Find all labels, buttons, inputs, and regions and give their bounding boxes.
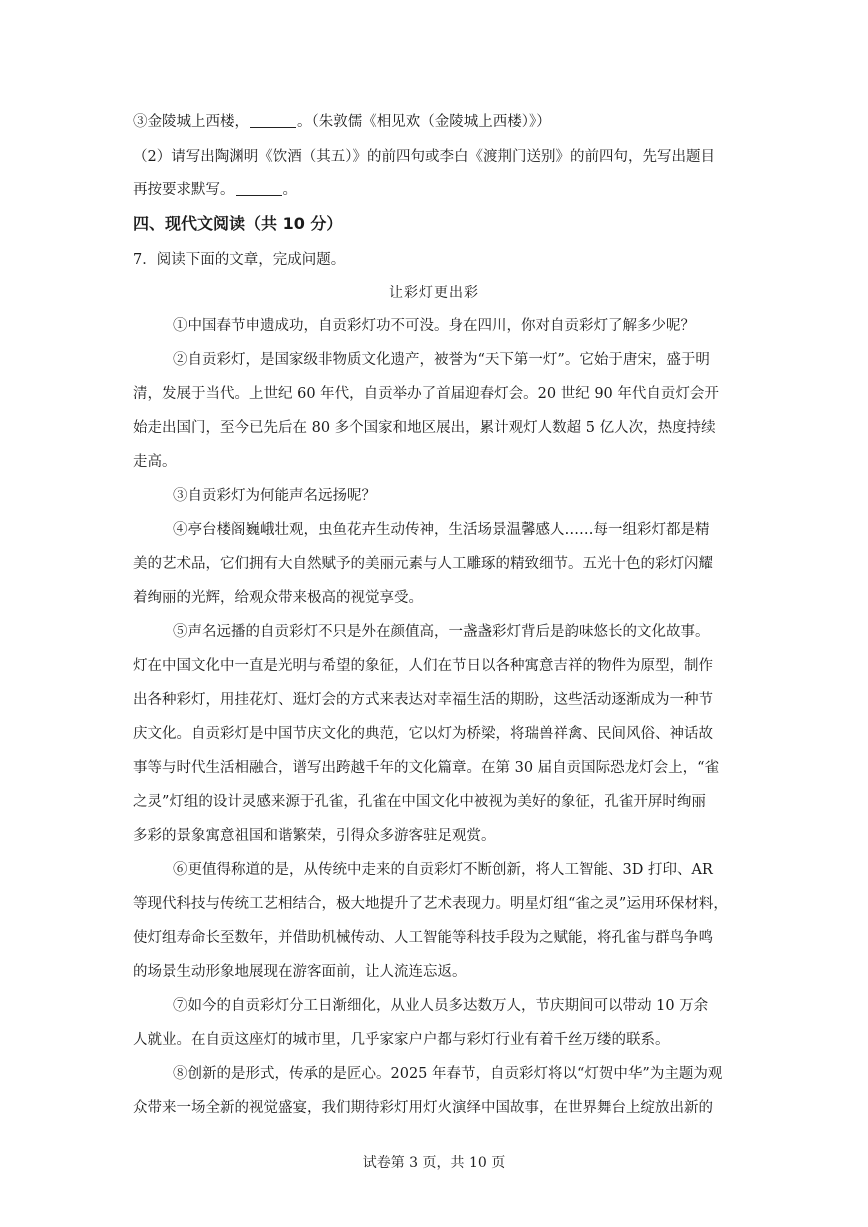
question-2-line-1: （2）请写出陶渊明《饮酒（其五）》的前四句或李白《渡荆门送别》的前四句，先写出题目 (133, 149, 715, 165)
article-line: 事等与时代生活相融合，谱写出跨越千年的文化篇章。在第 30 届自贡国际恐龙灯会上，“雀 (133, 760, 720, 776)
article-line: 使灯组寿命长至数年，并借助机械传动、人工智能等科技手段为之赋能，将孔雀与群鸟争鸣 (133, 930, 713, 946)
page-footer: 试卷第 3 页，共 10 页 (362, 1155, 506, 1171)
article-line: ⑧创新的是形式，传承的是匠心。2025 年春节，自贡彩灯将以“灯贺中华”为主题为观 (173, 1066, 723, 1082)
article-line: ④亭台楼阁巍峨壮观，虫鱼花卉生动传神，生活场景温馨感人……每一组彩灯都是精 (173, 522, 710, 538)
question-3-prefix: ③金陵城上西楼， (133, 114, 249, 130)
article-line: 出各种彩灯，用挂花灯、逛灯会的方式来表达对幸福生活的期盼，这些活动逐渐成为一种节 (133, 692, 713, 708)
article-line: ②自贡彩灯，是国家级非物质文化遗产，被誉为“天下第一灯”。它始于唐宋，盛于明 (173, 352, 710, 368)
question-7-prompt: 7．阅读下面的文章，完成问题。 (133, 252, 346, 268)
article-line: 走高。 (133, 454, 177, 470)
article-line: 庆文化。自贡彩灯是中国节庆文化的典范，它以灯为桥梁，将瑞兽祥禽、民间风俗、神话故 (133, 726, 713, 742)
article-line: ①中国春节申遗成功，自贡彩灯功不可没。身在四川，你对自贡彩灯了解多少呢？ (173, 318, 695, 334)
section-title: 四、现代文阅读（共 10 分） (133, 214, 343, 233)
article-line: 清，发展于当代。上世纪 60 年代，自贡举办了首届迎春灯会。20 世纪 90 年代自贡灯会开 (133, 386, 719, 402)
article-line: 等现代科技与传统工艺相结合，极大地提升了艺术表现力。明星灯组“雀之灵”运用环保材料， (133, 896, 728, 912)
article-title: 让彩灯更出彩 (389, 285, 479, 301)
article-line: ③自贡彩灯为何能声名远扬呢？ (173, 488, 376, 504)
question-3-suffix: 。（朱敦儒《相见欢（金陵城上西楼）》） (297, 114, 551, 130)
question-2-prefix: 再按要求默写。 (133, 182, 235, 198)
article-line: 人就业。在自贡这座灯的城市里，几乎家家户户都与彩灯行业有着千丝万缕的联系。 (133, 1032, 670, 1048)
question-3 (133, 112, 551, 132)
article-line: 始走出国门，至今已先后在 80 多个国家和地区展出，累计观灯人数超 5 亿人次，热度持续 (133, 420, 716, 436)
article-line: ⑥更值得称道的是，从传统中走来的自贡彩灯不断创新，将人工智能、3D 打印、AR (173, 862, 713, 878)
article-line: 灯在中国文化中一直是光明与希望的象征，人们在节日以各种寓意吉祥的物件为原型，制作 (133, 658, 713, 674)
article-line: 之灵”灯组的设计灵感来源于孔雀，孔雀在中国文化中被视为美好的象征，孔雀开屏时绚丽 (133, 794, 706, 810)
answer-blank[interactable] (236, 181, 282, 196)
question-2-line-2 (133, 180, 297, 200)
article-line: 的场景生动形象地展现在游客面前，让人流连忘返。 (133, 964, 467, 980)
article-line: 着绚丽的光辉，给观众带来极高的视觉享受。 (133, 590, 423, 606)
article-line: 美的艺术品，它们拥有大自然赋予的美丽元素与人工雕琢的精致细节。五光十色的彩灯闪耀 (133, 556, 713, 572)
article-line: 多彩的景象寓意祖国和谐繁荣，引得众多游客驻足观赏。 (133, 828, 496, 844)
article-line: 众带来一场全新的视觉盛宴，我们期待彩灯用灯火演绎中国故事，在世界舞台上绽放出新的 (133, 1100, 713, 1116)
question-2-suffix: 。 (282, 182, 297, 198)
answer-blank[interactable] (250, 113, 296, 128)
article-line: ⑤声名远播的自贡彩灯不只是外在颜值高，一盏盏彩灯背后是韵味悠长的文化故事。 (173, 624, 710, 640)
article-line: ⑦如今的自贡彩灯分工日渐细化，从业人员多达数万人，节庆期间可以带动 10 万余 (173, 998, 709, 1014)
